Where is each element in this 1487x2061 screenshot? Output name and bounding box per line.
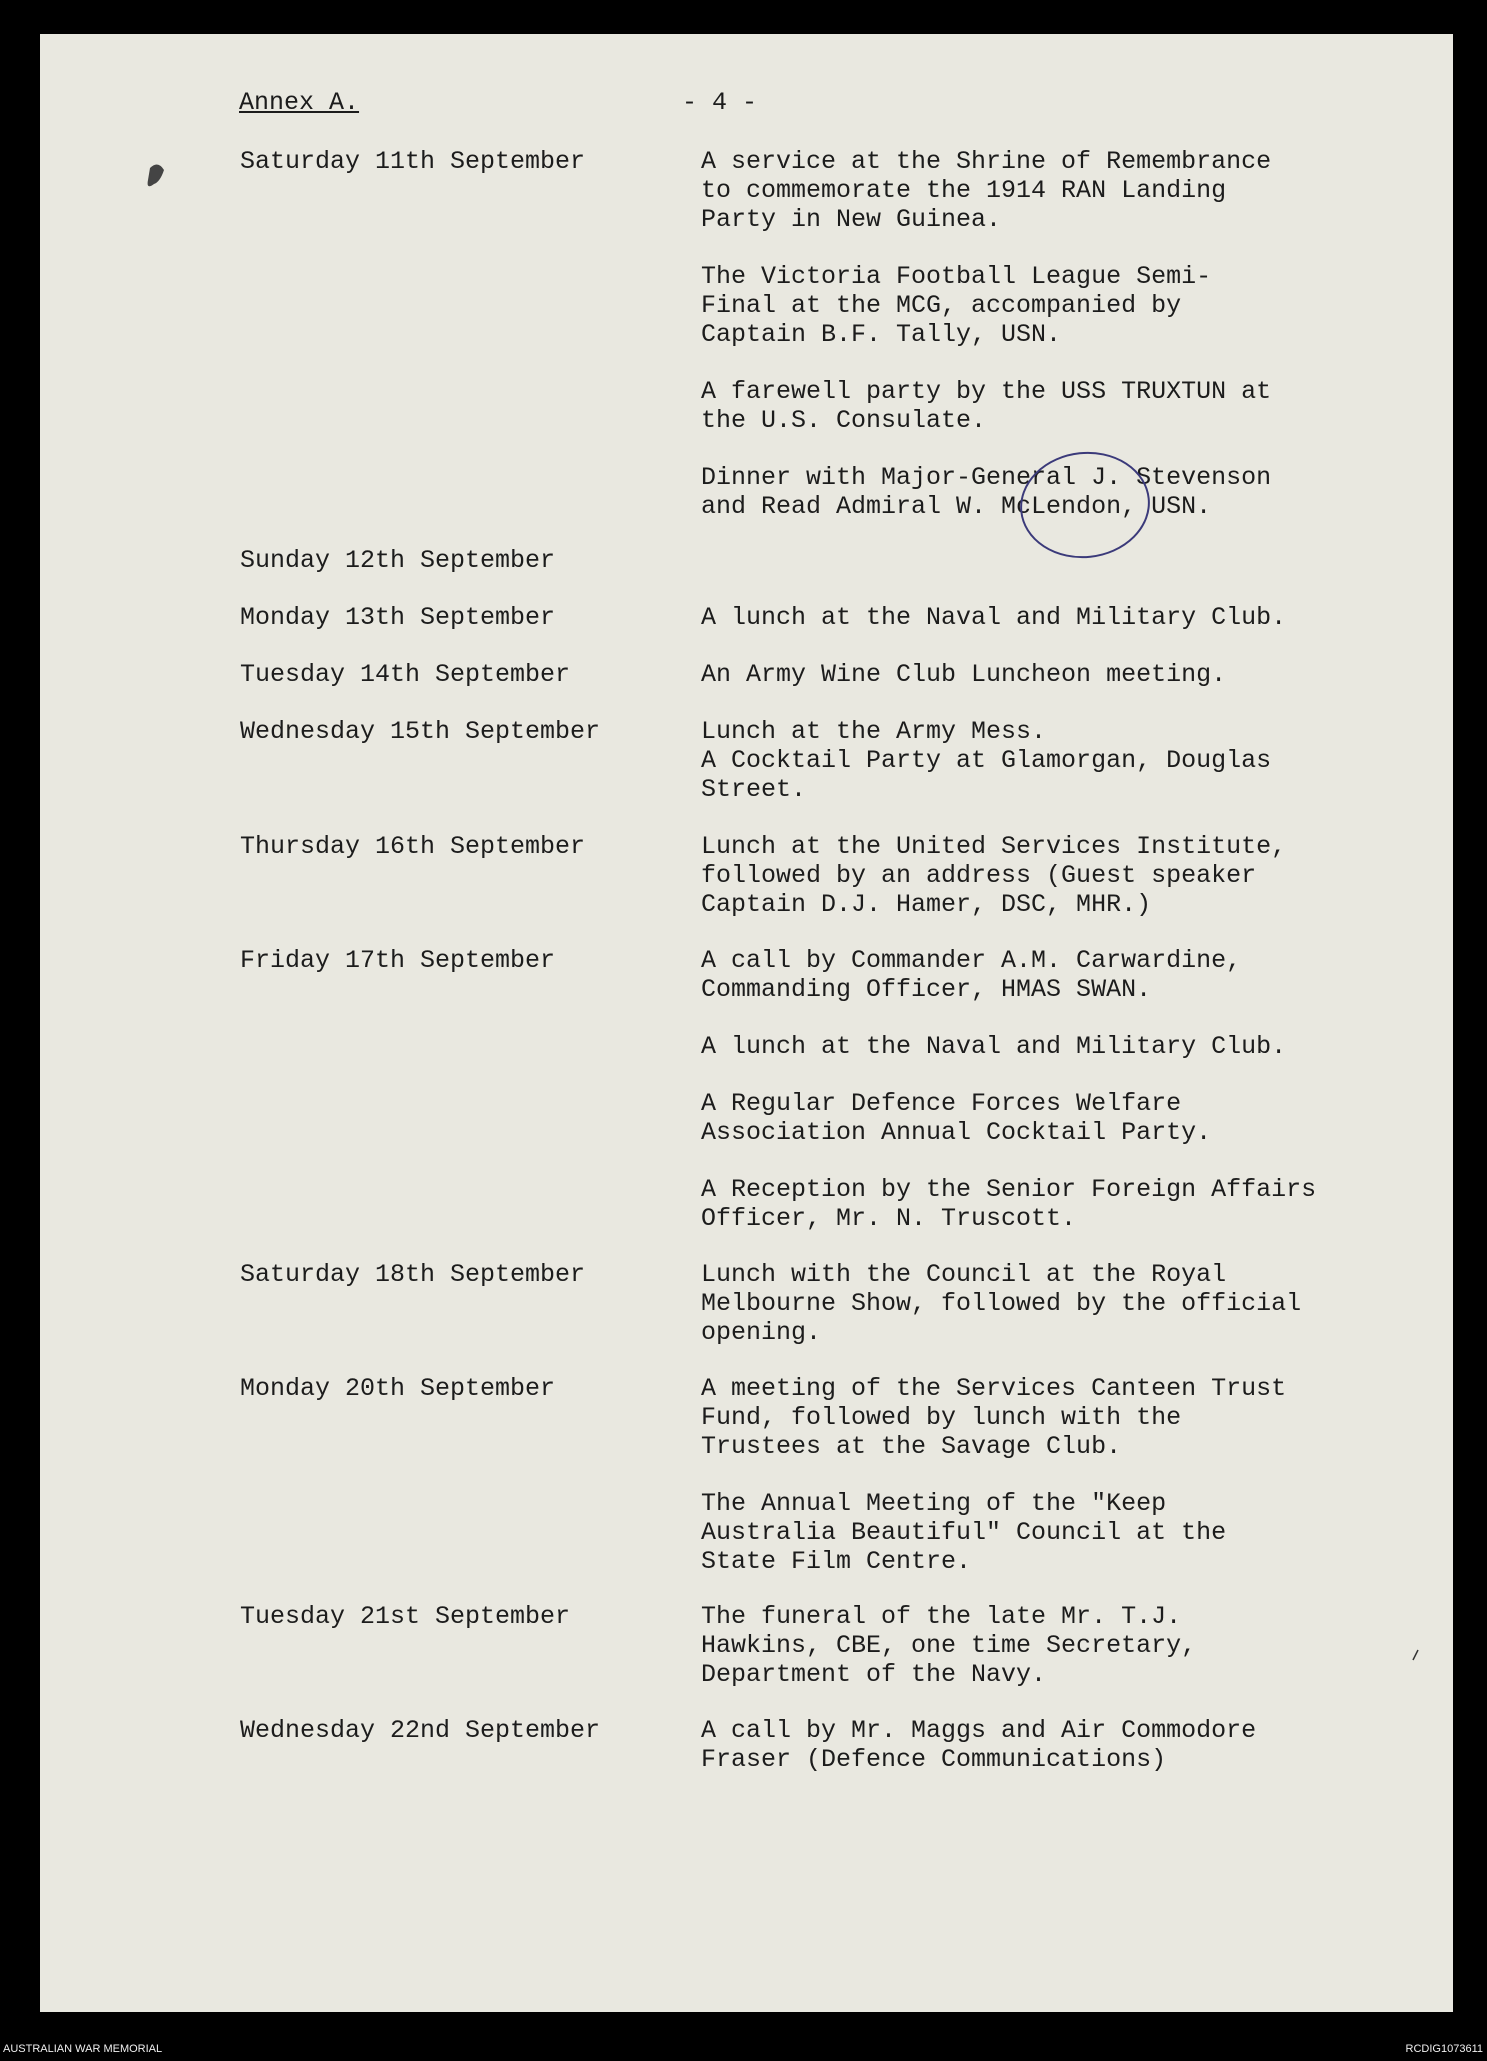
event-text: A call by Mr. Maggs and Air Commodore Fraser (Defence Communications) <box>701 1716 1257 1774</box>
event-text: A Reception by the Senior Foreign Affairs Officer, Mr. N. Truscott. <box>701 1175 1317 1233</box>
entry-date: Tuesday 21st September <box>240 1602 571 1631</box>
event-text: A lunch at the Naval and Military Club. <box>701 603 1287 632</box>
event-text: An Army Wine Club Luncheon meeting. <box>701 660 1227 689</box>
entry-date: Thursday 16th September <box>240 832 586 861</box>
page-number: - 4 - <box>682 88 758 117</box>
event-text: A meeting of the Services Canteen Trust Fund, followed by lunch with the Trustees at the Savage Club. <box>701 1374 1287 1461</box>
annex-heading: Annex A. <box>239 88 360 117</box>
entry-date: Wednesday 15th September <box>240 717 601 746</box>
event-text: A call by Commander A.M. Carwardine, Commanding Officer, HMAS SWAN. <box>701 946 1242 1004</box>
entry-date: Wednesday 22nd September <box>240 1716 601 1745</box>
entry-date: Monday 13th September <box>240 603 556 632</box>
footer-archive-name: AUSTRALIAN WAR MEMORIAL <box>3 2043 163 2055</box>
event-text: Lunch with the Council at the Royal Melbourne Show, followed by the official opening. <box>701 1260 1302 1347</box>
event-text: Lunch at the Army Mess. A Cocktail Party at Glamorgan, Douglas Street. <box>701 717 1272 804</box>
entry-date: Saturday 18th September <box>240 1260 586 1289</box>
event-text: Dinner with Major-General J. Stevenson and Read Admiral W. McLendon, USN. <box>701 463 1272 521</box>
entry-date: Sunday 12th September <box>240 546 556 575</box>
event-text: Lunch at the United Services Institute, followed by an address (Guest speaker Captain D.J. Hamer, DSC, MHR.) <box>701 832 1287 919</box>
event-text: The Victoria Football League Semi- Final at the MCG, accompanied by Captain B.F. Tally, USN. <box>701 262 1212 349</box>
event-text: A lunch at the Naval and Military Club. <box>701 1032 1287 1061</box>
event-text: A service at the Shrine of Remembrance to commemorate the 1914 RAN Landing Party in New Guinea. <box>701 147 1272 234</box>
entry-date: Saturday 11th September <box>240 147 586 176</box>
entry-date: Monday 20th September <box>240 1374 556 1403</box>
entry-date: Tuesday 14th September <box>240 660 571 689</box>
event-text: A Regular Defence Forces Welfare Association Annual Cocktail Party. <box>701 1089 1212 1147</box>
event-text: The funeral of the late Mr. T.J. Hawkins, CBE, one time Secretary, Department of the Navy. <box>701 1602 1197 1689</box>
event-text: The Annual Meeting of the "Keep Australia Beautiful" Council at the State Film Centre. <box>701 1489 1227 1576</box>
footer-record-id: RCDIG1073611 <box>1405 2043 1483 2055</box>
event-text: A farewell party by the USS TRUXTUN at the U.S. Consulate. <box>701 377 1272 435</box>
entry-date: Friday 17th September <box>240 946 556 975</box>
